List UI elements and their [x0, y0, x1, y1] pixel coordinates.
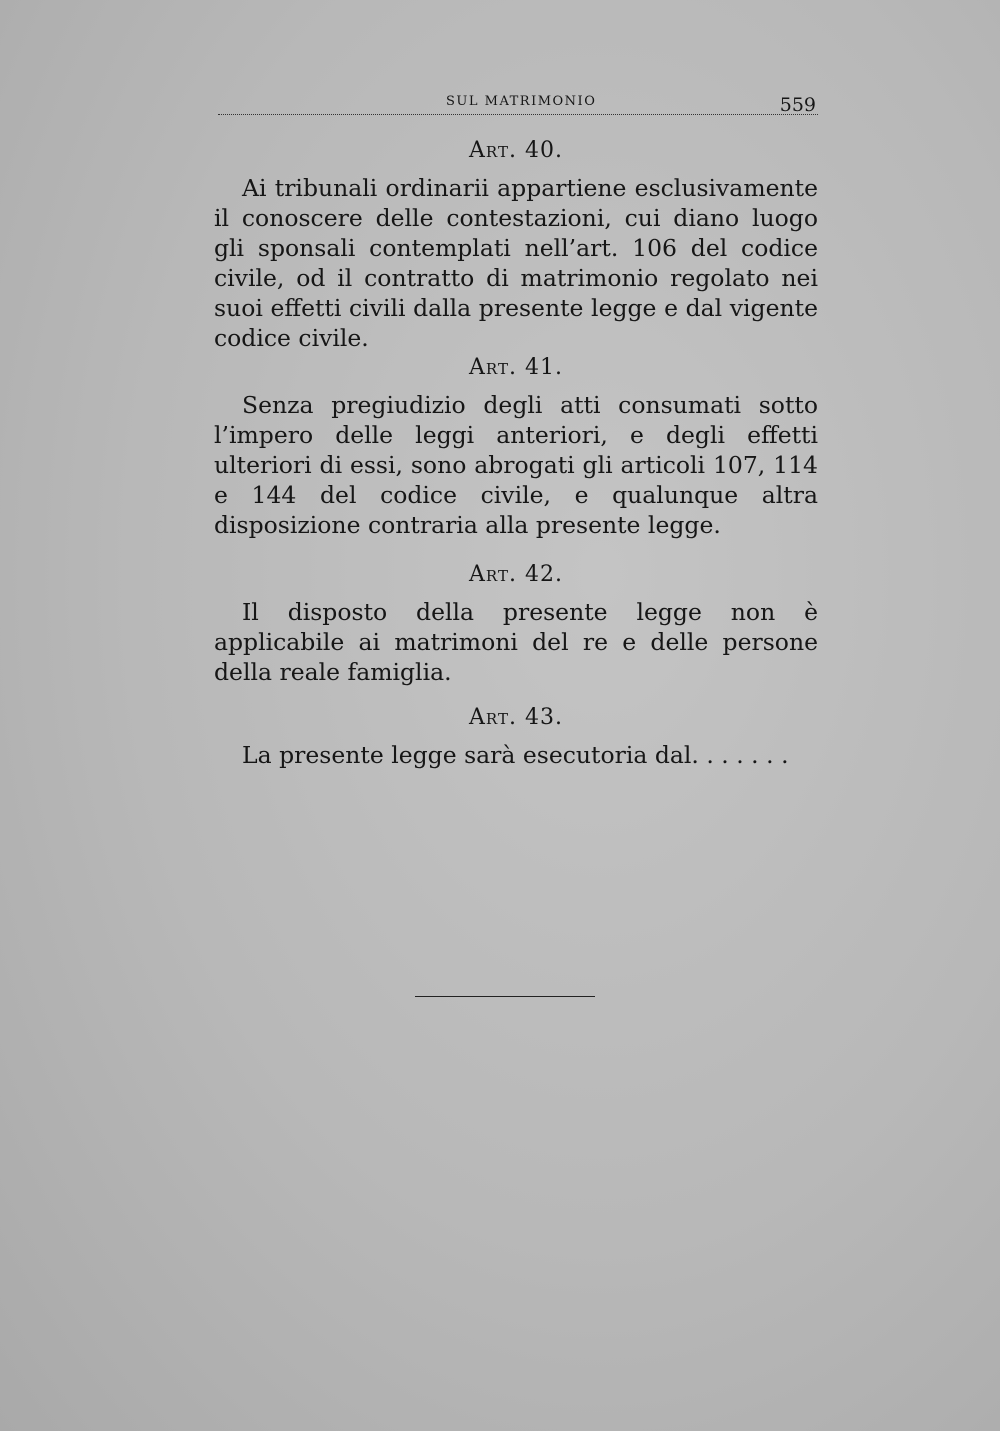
article-body: Senza pregiudizio degli atti consumati sotto l’impero delle leggi anteriori, e degli effetti ulteriori di essi, sono abrogati gli articoli 107, 114 e 144 del codice civile, e qualunque altra disposizione contraria alla presente legge. [214, 391, 818, 539]
article-42 [214, 562, 818, 687]
article-heading: Art. 42. [469, 562, 563, 587]
article-body: Il disposto della presente legge non è applicabile ai matrimoni del re e delle persone della reale famiglia. [214, 598, 818, 686]
article-heading: Art. 40. [469, 138, 563, 163]
running-title: SUL MATRIMONIO [446, 94, 597, 109]
article-heading: Art. 43. [469, 705, 563, 730]
end-rule [415, 996, 595, 997]
article-41 [214, 355, 818, 540]
page-header [218, 88, 818, 128]
header-dotted-rule [218, 114, 818, 115]
page-number: 559 [779, 94, 816, 116]
article-40 [214, 138, 818, 353]
article-heading: Art. 41. [469, 355, 563, 380]
article-body: La presente legge sarà esecutoria dal. . . . . . . [242, 741, 789, 769]
article-43 [214, 705, 818, 770]
article-body: Ai tribunali ordinarii appartiene esclusivamente il conoscere delle contestazioni, cui diano luogo gli sponsali contemplati nell’art. 106 del codice civile, od il contratto di matrimonio regolato nei suoi effetti civili dalla presente legge e dal vigente codice civile. [214, 174, 818, 352]
